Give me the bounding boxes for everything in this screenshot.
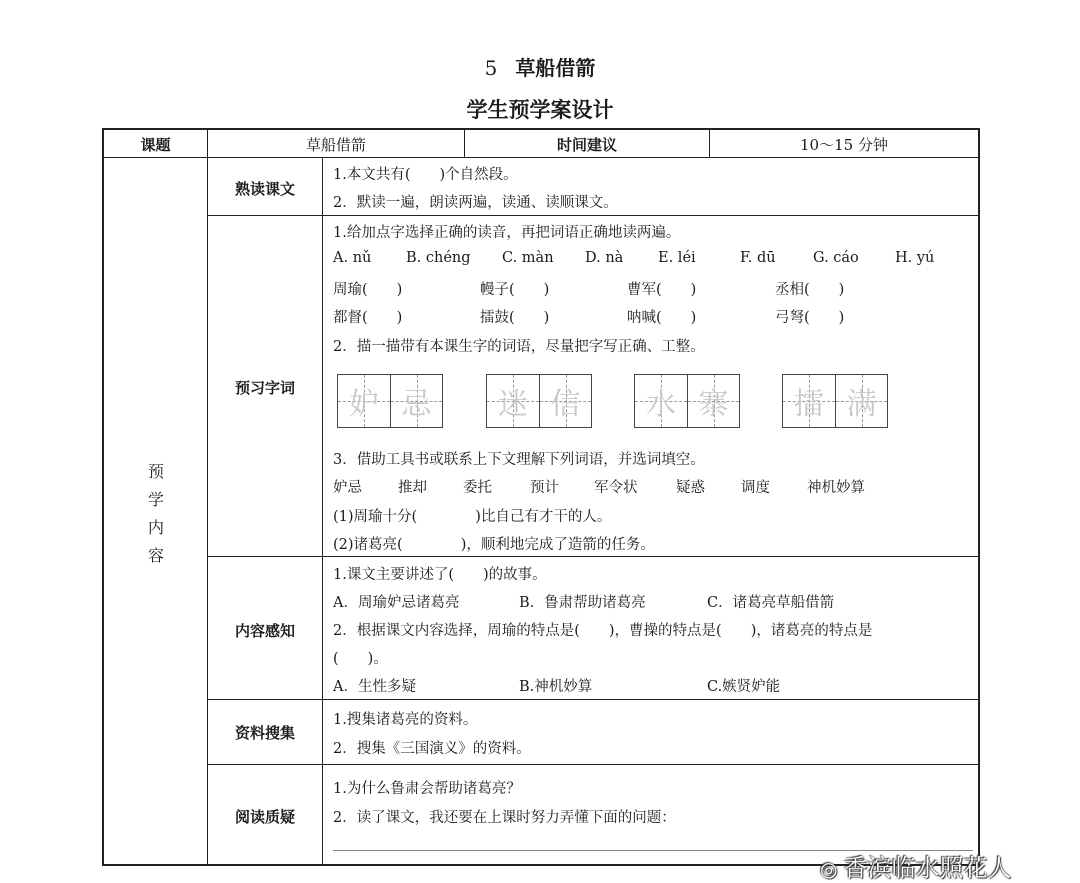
research-line-2: 2．搜集《三国演义》的资料。 — [333, 741, 531, 757]
tracing-box[interactable] — [338, 375, 390, 427]
pinyin-option: H. yú — [895, 250, 935, 266]
tracing-box-group[interactable] — [634, 374, 740, 428]
read-line-1: 1.本文共有( )个自然段。 — [333, 167, 518, 183]
content-q1-option: A．周瑜妒忌诸葛亮 — [333, 595, 460, 611]
lesson-number: 5 — [484, 56, 498, 80]
trace-char: 迷 — [498, 387, 528, 422]
trace-char: 满 — [846, 387, 877, 422]
vocab-word: 委托 — [463, 480, 492, 496]
word-pair: 擂鼓( ) — [480, 310, 550, 326]
trace-char: 忌 — [401, 387, 432, 422]
content-q1: 1.课文主要讲述了( )的故事。 — [333, 567, 547, 583]
word-pair: 幔子( ) — [480, 282, 550, 298]
research-line-1: 1.搜集诸葛亮的资料。 — [333, 712, 478, 728]
pinyin-option: A. nǔ — [333, 250, 372, 266]
vocab-word: 推却 — [398, 480, 427, 496]
tracing-box[interactable] — [390, 375, 442, 427]
tracing-box-group[interactable] — [782, 374, 888, 428]
vocab-word: 调度 — [741, 480, 770, 496]
word-pair: 弓弩( ) — [775, 310, 845, 326]
content-q2-cont: ( )。 — [333, 651, 388, 667]
tracing-box[interactable] — [487, 375, 539, 427]
trace-char: 寨 — [698, 387, 729, 422]
word-pair: 呐喊( ) — [627, 310, 697, 326]
section-label-char: 内 — [147, 518, 164, 537]
time-label: 时间建议 — [556, 136, 617, 154]
row-label-research: 资料搜集 — [234, 724, 295, 742]
lesson-title — [0, 52, 1080, 81]
word-pair: 周瑜( ) — [333, 282, 403, 298]
content-q2: 2．根据课文内容选择，周瑜的特点是( )，曹操的特点是( )，诸葛亮的特点是 — [333, 623, 873, 639]
vocab-word: 妒忌 — [333, 480, 362, 496]
tracing-box[interactable] — [835, 375, 887, 427]
words-q1: 1.给加点字选择正确的读音，再把词语正确地读两遍。 — [333, 225, 681, 241]
topic-value: 草船借箭 — [305, 136, 366, 154]
section-label-char: 预 — [147, 462, 164, 481]
tracing-box-group[interactable] — [486, 374, 592, 428]
content-q2-option: C.嫉贤妒能 — [707, 679, 781, 695]
tracing-box[interactable] — [783, 375, 835, 427]
row-label-read: 熟读课文 — [234, 180, 295, 198]
question-line-1: 1.为什么鲁肃会帮助诸葛亮？ — [333, 781, 521, 797]
time-value: 10～15 分钟 — [800, 136, 888, 154]
section-label-char: 容 — [147, 546, 164, 565]
sheet-title: 学生预学案设计 — [466, 98, 614, 122]
pinyin-option: E. léi — [658, 250, 696, 266]
trace-char: 信 — [550, 387, 581, 422]
trace-char: 妒 — [349, 387, 379, 422]
wechat-icon: ◎ — [820, 857, 838, 881]
pinyin-option: C. màn — [502, 250, 554, 266]
watermark — [820, 848, 1011, 883]
pinyin-option: D. nà — [585, 250, 624, 266]
words-q2: 2．描一描带有本课生字的词语，尽量把字写正确、工整。 — [333, 339, 705, 355]
pinyin-option: F. dū — [740, 250, 776, 266]
question-line-2: 2．读了课文，我还要在上课时努力弄懂下面的问题： — [333, 810, 676, 826]
topic-label: 课题 — [140, 136, 171, 154]
vocab-word: 疑惑 — [676, 480, 705, 496]
read-line-2: 2．默读一遍，朗读两遍，读通、读顺课文。 — [333, 195, 618, 211]
words-q3: 3．借助工具书或联系上下文理解下列词语，并选词填空。 — [333, 452, 705, 468]
content-q2-option: A．生性多疑 — [333, 679, 416, 695]
word-pair: 都督( ) — [333, 310, 403, 326]
fill-blank-1: (1)周瑜十分( )比自己有才干的人。 — [333, 509, 612, 525]
word-pair: 丞相( ) — [775, 282, 845, 298]
content-q2-option: B.神机妙算 — [519, 679, 593, 695]
pinyin-option: B. chéng — [406, 250, 471, 266]
vocab-word: 预计 — [530, 480, 559, 496]
trace-char: 水 — [646, 387, 676, 422]
row-label-words: 预习字词 — [234, 379, 295, 397]
content-q1-option: C．诸葛亮草船借箭 — [707, 595, 835, 611]
section-label — [104, 458, 208, 570]
section-label-char: 学 — [147, 490, 164, 509]
fill-blank-2: (2)诸葛亮( )，顺利地完成了造箭的任务。 — [333, 537, 655, 553]
vocab-word: 军令状 — [594, 480, 638, 496]
tracing-box[interactable] — [539, 375, 591, 427]
content-q1-option: B．鲁肃帮助诸葛亮 — [519, 595, 646, 611]
row-label-questions: 阅读质疑 — [234, 808, 295, 826]
lesson-title-text: 草船借箭 — [515, 56, 596, 80]
tracing-box[interactable] — [687, 375, 739, 427]
vocab-word: 神机妙算 — [807, 480, 865, 496]
word-pair: 曹军( ) — [627, 282, 697, 298]
watermark-text: 香滨临水照花人 — [843, 854, 1012, 882]
trace-char: 擂 — [794, 387, 824, 422]
tracing-box-group[interactable] — [337, 374, 443, 428]
row-label-content: 内容感知 — [234, 622, 295, 640]
tracing-box[interactable] — [635, 375, 687, 427]
pinyin-option: G. cáo — [813, 250, 859, 266]
